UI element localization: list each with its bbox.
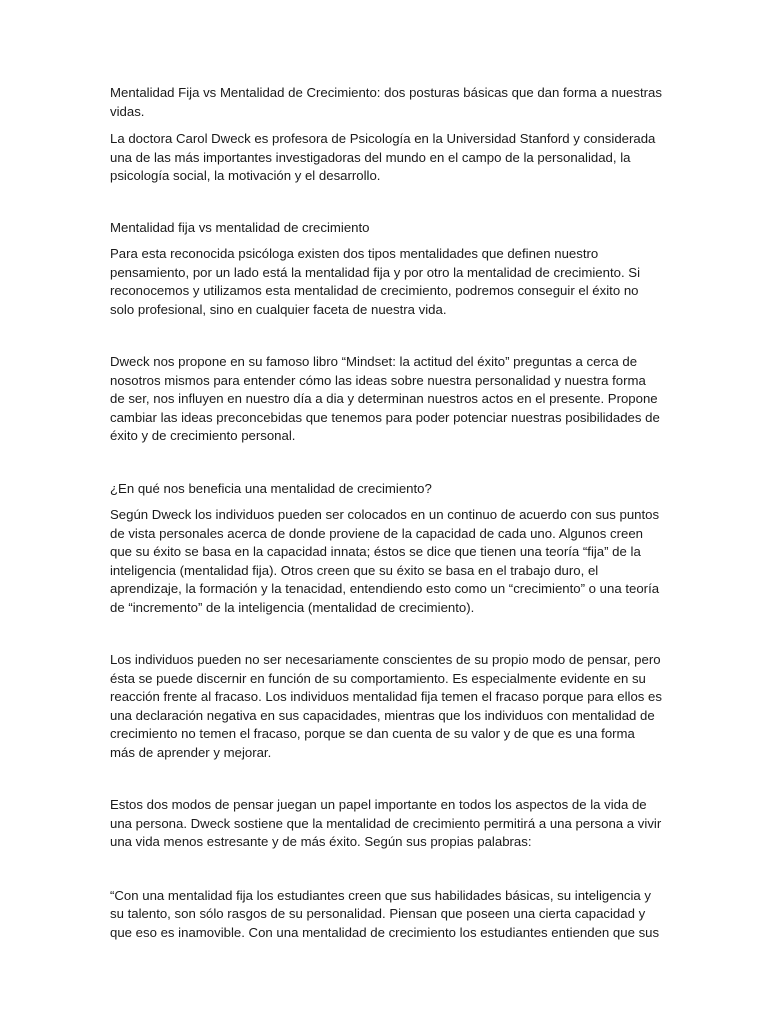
paragraph-quote: “Con una mentalidad fija los estudiantes creen que sus habilidades básicas, su inteligencia y su talento, son sólo rasgos de su personalidad. Piensan que poseen una cierta capacidad y que eso es inamovible. Con una mentalidad de crecimiento los estudiantes entienden que sus xyxy=(110,887,660,940)
paragraph-two-mindsets: Para esta reconocida psicóloga existen dos tipos mentalidades que definen nuestro pensamiento, por un lado está la mentalidad fija y por otro la mentalidad de crecimiento. Si reconocemos y utilizamos esta mentalidad de crecimiento, podremos conseguir el éxito no solo profesional, sino en cualquier faceta de nuestra vida. xyxy=(110,246,640,317)
paragraph-continuum: Según Dweck los individuos pueden ser colocados en un continuo de acuerdo con sus puntos de vista personales acerca de donde proviene de la capacidad de cada uno. Algunos creen que su éxito se basa en la capacidad innata; éstos se dice que tienen una teoría “fija” de la inteligencia (mentalidad fija). Otros creen que su éxito se basa en el trabajo duro, el aprendizaje, la formación y la tenacidad, entendiendo esto como un “crecimiento” o una teoría de “incremento” de la inteligencia (mentalidad de crecimiento). xyxy=(110,507,660,615)
intro-paragraph: La doctora Carol Dweck es profesora de Psicología en la Universidad Stanford y considerada una de las más importantes investigadoras del mundo en el campo de la personalidad, la psicología social, la motivación y el desarrollo. xyxy=(110,131,656,183)
section-heading-fixed-vs-growth: Mentalidad fija vs mentalidad de crecimiento xyxy=(110,219,370,235)
paragraph-failure: Los individuos pueden no ser necesariamente conscientes de su propio modo de pensar, pero ésta se puede discernir en función de su comportamiento. Es especialmente evidente en su reacción frente al fracaso. Los individuos mentalidad fija temen el fracaso porque para ellos es una declaración negativa en sus capacidades, mientras que los individuos con mentalidad de crecimiento no temen el fracaso, porque se dan cuenta de su valor y de que es una forma más de aprender y mejorar. xyxy=(110,652,662,760)
paragraph-importance: Estos dos modos de pensar juegan un papel importante en todos los aspectos de la vida de una persona. Dweck sostiene que la mentalidad de crecimiento permitirá a una persona a vivir una vida menos estresante y de más éxito. Según sus propias palabras: xyxy=(110,797,662,849)
document-title: Mentalidad Fija vs Mentalidad de Crecimiento: dos posturas básicas que dan forma a nuestras vidas. xyxy=(110,85,662,119)
section-heading-benefits: ¿En qué nos beneficia una mentalidad de crecimiento? xyxy=(110,480,432,496)
document-body xyxy=(110,84,662,942)
paragraph-mindset-book: Dweck nos propone en su famoso libro “Mindset: la actitud del éxito” preguntas a cerca de nosotros mismos para entender cómo las ideas sobre nuestra personalidad y nuestra forma de ser, nos influyen en nuestro día a dia y determinan nuestros actos en el presente. Propone cambiar las ideas preconcebidas que tenemos para poder potenciar nuestras posibilidades de éxito y de crecimiento personal. xyxy=(110,354,660,443)
